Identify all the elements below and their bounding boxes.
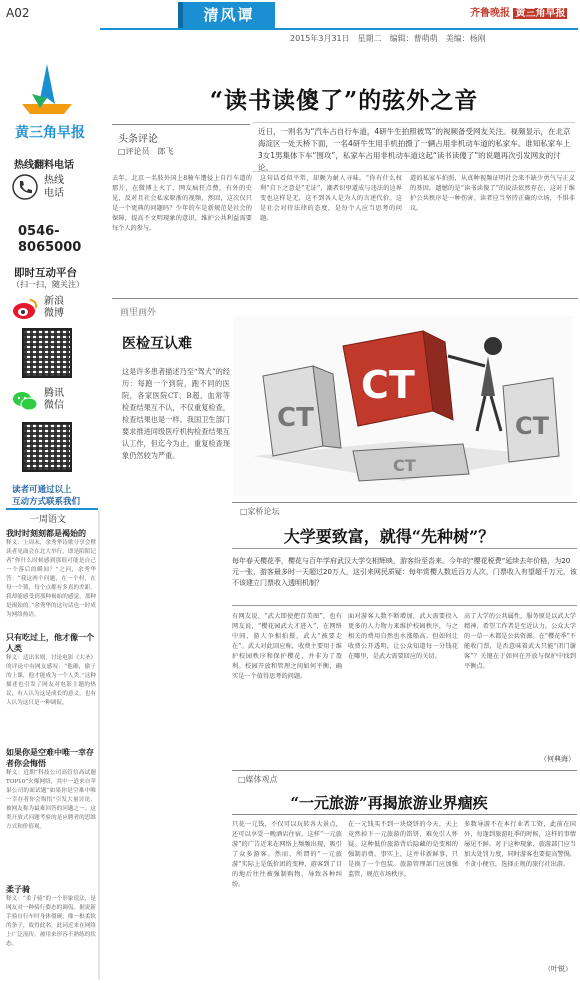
item-body: 释义：“柔子骑”的一个形象说法，是网友对一种骑行姿态的调侃。据说新手骑自行车时身体僵硬，像一根柔软的条子，故得此名。此词近来在网络上广泛流传，被用来形容不熟练的状态。: [6, 896, 96, 947]
travel-headline: “一元旅游”再揭旅游业界痼疾: [290, 794, 488, 812]
left-column-list: [6, 528, 96, 978]
left-column-item: [6, 884, 96, 978]
sidebar-footer-line2: 互动方式联系我们: [12, 497, 81, 507]
main-headline: “读书读傻了”的弦外之音: [209, 87, 479, 114]
page-number: A02: [6, 6, 30, 20]
left-column-item: [6, 747, 96, 879]
travel-body-col1: 只花一元钱，不仅可以玩转各大景点，还可以享受一晚酒店住宿。这样“一元旅游”的广告近来在网络上频频出现，吸引了众多游客。然而，所谓的“一元旅游”实际上是低价团的变种，游客到了目的地后往往被强制购物，导致各种纠纷。: [232, 821, 342, 888]
interact-subtitle: （扫一扫，随关注）: [12, 280, 84, 289]
travel-signature: （叶锐）: [544, 965, 572, 973]
item-title: 只有吃过上，他才像一个人类: [6, 633, 94, 653]
logo-icon: [22, 64, 72, 122]
hotline-label: 热线 电话: [44, 175, 64, 199]
dateline: 2015年3月31日 星期二 编辑：曹萌萌 美编：杨刚: [290, 34, 486, 43]
item-body: 释义：上周末，余秀华诗歌分享会暨读者见面会在北大举行，即是陌陌记者“你什么时候感到那很可能是自己一个落后的瞬间？”之问，余秀华答：“我这两个问题，在一个村，在每一个锁，每个点都有多真的差距。我却能感受到那种褐始的感觉，那种是褐始的。”余秀华的这句话也一时成为网络热语。: [6, 540, 96, 618]
image-body: 这是许多患者描述乃至“驾犬”的经历：每跑一个到院，跑不同的医院，各家医院CT、B超、血常等检查结果互不认，不仅重复检查，检查结果也是一样。我国卫生部门要求推进同级医疗机构检查结果互认工作，但迄今为止，重复检查现象仍然较为严重。: [122, 367, 230, 460]
wechat-qr-code[interactable]: [22, 422, 72, 472]
left-column-label: 一周语文: [30, 515, 67, 525]
masthead: [470, 4, 567, 19]
univ-top-rule: [232, 502, 577, 503]
univ-body-col3: 高了大学的公共属性，服务原是以武大学精神，希望工作者是至近认力。公众大学的一草一木都是公共资源。在“樱花季”不能收门票，是否意味着武大只能“闭门谢客”？关键在于如何在开放与保护中找到平衡点。: [464, 613, 576, 670]
univ-body-col1: 有网友说，“武大即使把百美图”，也有网友说，“樱花园武大才进入”，在网络中间，游人争相拍摄，武大“被要走在”。武大对此回应称，收费主要用于维护校园秩序和保护樱花，并非为了盈利。校园开放和管理之间如何平衡，确实是一个值得思考的问题。: [232, 613, 342, 680]
hotline-number: 0546- 8065000: [18, 224, 82, 255]
item-title: 柔子骑: [6, 885, 30, 894]
wechat-label: 腾讯 微信: [44, 388, 64, 411]
item-body: 释义：近期“科技公司高管信高试题TOP10”火爆网络，其中一道来自苹果公司的面试题“如果你是空难中唯一幸存者你会悔悟”引发大量讨论，被网友称为最难回答的问题之一。这类开放式问题考验的是应聘者的思维方式和价值观。: [6, 770, 96, 830]
left-column-divider: [98, 510, 100, 980]
univ-signature: （何典海）: [540, 755, 575, 763]
item-title: 我时时刻刻都是褐始的: [6, 529, 86, 538]
byline: □评论员 郎飞: [118, 147, 174, 156]
kicker: 头条评论: [118, 134, 158, 145]
sidebar-footer-line1: 读者可通过以上: [12, 485, 72, 495]
masthead-name: 齐鲁晚报: [470, 8, 510, 19]
main-body-col2: 这句话看似平常，却颇为耐人寻味。“你有什么权利“自下之意是”无证”，潮者识里道成与违法的边界变也这样是无，这不到各人是为人的言述代价。这是社会对待法律的态度，是每个人应当思考的问题。: [260, 175, 402, 222]
masthead-tag: 黄三角早报: [515, 8, 566, 19]
wechat-icon: [12, 390, 38, 412]
phone-icon: [12, 174, 38, 200]
column-title: 清风谭: [183, 2, 275, 28]
weibo-qr-code[interactable]: [22, 328, 72, 378]
univ-lead-rule-bottom: [232, 605, 577, 606]
cartoon-text-center: CT: [361, 363, 415, 407]
univ-lead-rule-top: [232, 548, 577, 549]
left-column-top-rule: [6, 508, 98, 510]
univ-lead: 每年春天樱花季，樱花与百年学府武汉大学交相辉映，游客纷至沓来。今年的“樱花税费”延续去年价格，为20元一张，游客最多时一天超过20万人，这引来网民质疑：每年赏樱人数近百万人次，门票收入有望超千万元，该不该建立门票收入透明机制？: [232, 557, 577, 587]
kicker-rule: [112, 124, 250, 125]
weibo-label: 新浪 微博: [44, 296, 64, 319]
main-body-col1: 去年，北京一名肢外国上8骑车遭侵上自行车道的那片，在微博上火了，网友疯狂点赞，有外的史见，反对且社会私家原浙的视频，然回，这次仅只是一个更典的问题吗？少年的车是新规范是社会的保障，提高不文明现象的意识，维护公共利益需要每个人的参与。: [112, 175, 252, 232]
left-column-item: [6, 528, 96, 627]
univ-section-label: □家桥论坛: [240, 507, 280, 516]
travel-top-rule: [232, 770, 577, 771]
ct-cartoon-illustration: [233, 316, 573, 496]
travel-section-label: □媒体观点: [238, 775, 278, 784]
sidebar: [0, 60, 100, 507]
lead-paragraph: 近日，一则名为“汽车占自行车道，4研牛生拍照被骂”的视频备受网友关注。视频显示，在北京海淀区一处天桥下面，一名4研牛生用手机拍摄了一辆占用非机动车道的私家车。谁知私家车上3女1男集体下车“围攻”，私家车占用非机动车道这起“读书读傻了”的说题再次引发网友的讨论。: [258, 127, 571, 172]
travel-head-rule: [232, 814, 577, 815]
main-body-col3: 道的私家车拍照，从真种视频证明社会来不缺少勇气与正义的基因。遗憾的是“读书读傻了”的说法依然存在，这对于维护公共秩序是一种伤害。读者应当坚持正确的立场，不惧非议。: [410, 175, 575, 212]
interact-title: 即时互动平台: [14, 267, 77, 279]
item-title: 如果你是空难中唯一幸存者你会悔悟: [6, 748, 94, 768]
cartoon-text-right: CT: [515, 412, 549, 440]
weibo-icon: [12, 298, 38, 320]
item-body: 释义：适出名则，讨论电影《大圣》的评论中有网友感叹：“他确，偷子的上课，他才能成为一个人类。”这种描述也引发了网友对电影主题的热议，有人认为这是成长的意义，也有人认为这只是一种调侃。: [6, 655, 96, 706]
image-section-label: 画里画外: [120, 308, 157, 318]
header-rule: [100, 28, 578, 30]
travel-body-col2: 在一元钱买不到一块烧饼的今天，天上竟然掉下一元旅游的馅饼，难免引人怀疑。这种低价旅游背后隐藏的是变相的强制消费。事实上，这并非新鲜事，只是换了一个包装。旅游管理部门应加强监管，规范市场秩序。: [348, 821, 458, 878]
image-section-rule: [112, 298, 578, 299]
left-column-item: [6, 632, 96, 742]
cartoon-text-left: CT: [277, 403, 314, 433]
univ-headline: 大学要致富，就得“先种树”？: [283, 527, 495, 546]
travel-body-col3: 多数导游不在本行业者工资，此前在国外，每逢到旅游旺季的时候，这样的事情屡见不鲜。对于这种现象，旅游部门应当加大处罚力度，同时游客也要提高警惕，不贪小便宜，选择正规的旅行社出游。: [464, 821, 576, 868]
univ-body-col2: 面对游客人数不断增加，武大需要投入更多的人力物力来维护校园秩序，与之相关的费用自然也水涨船高。但如何让收费公开透明，让公众知道每一分钱花在哪里，是武大需要回应的关切。: [348, 613, 458, 660]
logo-text: 黄三角早报: [15, 125, 85, 141]
cartoon-text-front: CT: [393, 456, 416, 475]
hotline-title: 热线翻料电话: [14, 160, 74, 171]
image-title: 医检互认难: [122, 336, 192, 352]
